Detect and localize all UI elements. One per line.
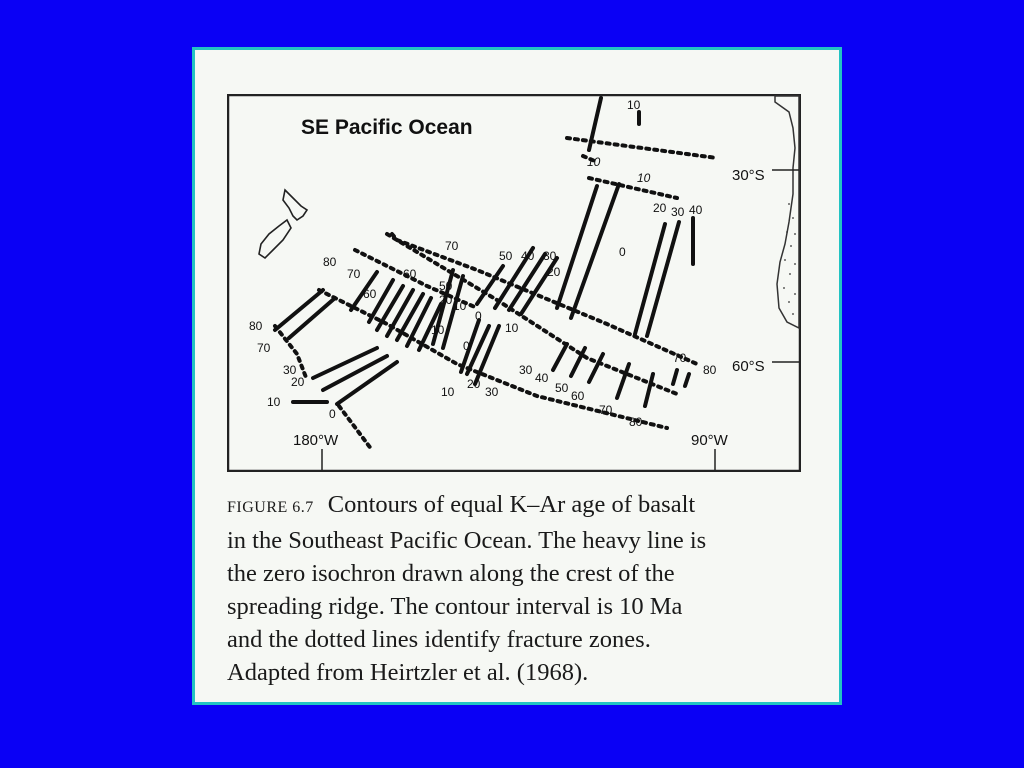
figure-caption (227, 488, 807, 689)
contour-label: 80 (323, 255, 337, 269)
isochron-map (227, 94, 801, 472)
contour-label: 20 (653, 201, 667, 215)
figure-card (192, 47, 842, 705)
figure-number: FIGURE 6.7 (227, 499, 314, 516)
contour-label: 10 (431, 323, 445, 337)
contour-label: 20 (547, 265, 561, 279)
contour-label: 80 (629, 415, 643, 429)
map-title: SE Pacific Ocean (301, 116, 473, 139)
contour-label: 20 (439, 293, 453, 307)
contour-label: 10 (627, 98, 641, 112)
contour-label: 70 (673, 351, 687, 365)
contour-label: 0 (619, 245, 626, 259)
map-frame (228, 95, 800, 471)
contour-label: 30 (543, 249, 557, 263)
contour-label: 20 (467, 377, 481, 391)
caption-line-6: Adapted from Heirtzler et al. (1968). (227, 659, 589, 686)
contour-label: 80 (703, 363, 717, 377)
contour-label: 20 (291, 375, 305, 389)
contour-label: 10 (267, 395, 281, 409)
lat-label-30s: 30°S (732, 167, 765, 184)
contour-label: 10 (453, 299, 467, 313)
caption-line-5: and the dotted lines identify fracture zones. (227, 626, 651, 653)
contour-label: 60 (571, 389, 585, 403)
lon-label-180w: 180°W (293, 432, 339, 449)
caption-text: Contours of equal K–Ar age of basalt (327, 491, 696, 518)
caption-line-2: in the Southeast Pacific Ocean. The heavy line is (227, 527, 707, 554)
lat-label-60s: 60°S (732, 358, 765, 375)
contour-label: 80 (249, 319, 263, 333)
contour-label: 10 (587, 155, 601, 169)
contour-label: 0 (329, 407, 336, 421)
contour-label: 50 (499, 249, 513, 263)
contour-label: 0 (463, 339, 470, 353)
contour-label: 10 (505, 321, 519, 335)
contour-label: 40 (521, 249, 535, 263)
contour-label: 40 (535, 371, 549, 385)
contour-label: 30 (283, 363, 297, 377)
contour-label: 10 (637, 171, 651, 185)
contour-label: 70 (445, 239, 459, 253)
contour-label: 70 (257, 341, 271, 355)
contour-label: 30 (519, 363, 533, 377)
contour-label: 70 (599, 403, 613, 417)
caption-line-1 (227, 488, 807, 524)
caption-line-4: spreading ridge. The contour interval is 10 Ma (227, 593, 683, 620)
contour-label: 60 (403, 267, 417, 281)
contour-label: 0 (475, 309, 482, 323)
contour-label: 40 (689, 203, 703, 217)
contour-label: 30 (671, 205, 685, 219)
lon-label-90w: 90°W (691, 432, 728, 449)
caption-line-3: the zero isochron drawn along the crest of the (227, 560, 675, 587)
contour-label: 50 (555, 381, 569, 395)
contour-label: 60 (363, 287, 377, 301)
contour-label: 50 (439, 279, 453, 293)
contour-label: 30 (485, 385, 499, 399)
contour-label: 70 (347, 267, 361, 281)
contour-label: 10 (441, 385, 455, 399)
